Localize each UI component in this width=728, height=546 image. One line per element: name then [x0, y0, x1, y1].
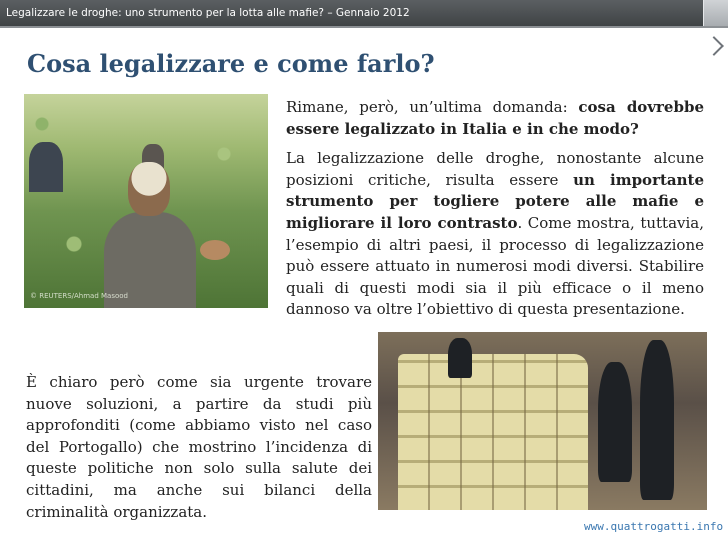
- text-run: La legalizzazione delle droghe, nonostante alcune posizioni critiche, risulta essere: [286, 149, 704, 189]
- paragraph-question: [286, 97, 704, 140]
- text-run-bold: cosa dovrebbe essere legalizzato in Italia e in che modo?: [286, 98, 704, 138]
- photo-figure: [640, 340, 674, 500]
- corner-tab: [703, 0, 728, 26]
- text-run: . Come mostra, tuttavia, l’esempio di altri paesi, il processo di legalizzazione può essere attuato in numerosi modi diversi. Stabilire quali di questi modi sia il più efficace o il meno dannoso va oltre l’obiettivo di questa presentazione.: [286, 213, 704, 319]
- photo-figure: [29, 142, 63, 192]
- photo-figure: [598, 362, 632, 482]
- photo-figure: [448, 338, 472, 378]
- right-text-column: [286, 97, 704, 321]
- chevron-icon: [704, 36, 724, 56]
- paragraph-conclusion: È chiaro però come sia urgente trovare nuove soluzioni, a partire da studi più approfonditi (come abbiamo visto nel caso del Portogallo) che mostrino l’incidenza di queste politiche non solo sulla salute dei cittadini, ma anche sui bilanci della criminalità organizzata.: [26, 373, 372, 521]
- header-bar: [0, 0, 728, 28]
- text-run-bold: un importante strumento per togliere potere alle mafie e migliorare il loro contrasto: [286, 170, 704, 232]
- website-link[interactable]: www.quattrogatti.info: [584, 520, 724, 533]
- slide-title: Cosa legalizzare e come farlo?: [27, 49, 435, 78]
- presentation-title: Legalizzare le droghe: uno strumento per la lotta alle mafie? – Gennaio 2012: [6, 7, 410, 19]
- seized-drugs-photo: [378, 332, 707, 510]
- photo-figure: [128, 162, 170, 216]
- paragraph-legalization: [286, 148, 704, 321]
- photo-credit: © REUTERS/Ahmad Masood: [30, 292, 128, 300]
- poppy-field-photo: [24, 94, 268, 308]
- photo-detail: [200, 240, 230, 260]
- text-run: Rimane, però, un’ultima domanda:: [286, 98, 579, 116]
- photo-detail: [398, 354, 588, 510]
